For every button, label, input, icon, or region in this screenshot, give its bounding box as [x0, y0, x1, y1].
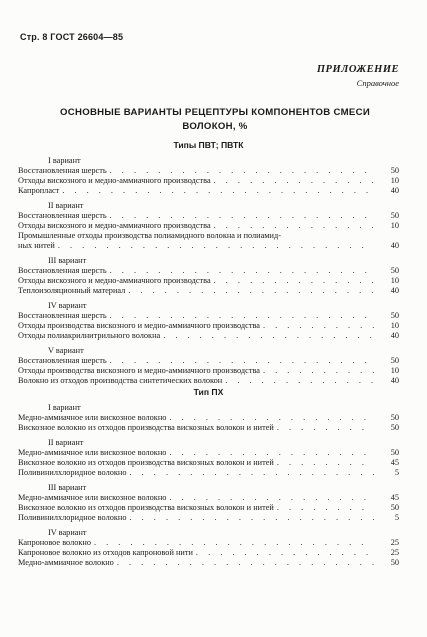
component-name: Вискозное волокно из отходов производства вискозных волокон и нитей — [18, 458, 274, 467]
variant-label: IV вариант — [48, 528, 87, 537]
dot-leader — [128, 286, 374, 296]
document-title: ОСНОВНЫЕ ВАРИАНТЫ РЕЦЕПТУРЫ КОМПОНЕНТОВ СМЕСИ ВОЛОКОН, % — [59, 107, 371, 132]
component-percent: 50 — [390, 266, 399, 275]
dot-leader — [62, 186, 374, 196]
dot-leader — [117, 558, 374, 568]
variant-label: V вариант — [48, 346, 84, 355]
recipe-content — [18, 139, 399, 568]
variant-label: II вариант — [48, 438, 84, 447]
component-row — [18, 311, 399, 321]
component-row — [18, 276, 399, 286]
dot-leader — [110, 166, 374, 176]
component-percent: 10 — [390, 276, 399, 285]
component-percent: 50 — [390, 413, 399, 422]
component-row — [18, 241, 399, 251]
component-percent: 50 — [390, 423, 399, 432]
component-name: Поливинилхлоридное волокно — [18, 513, 127, 522]
component-row — [18, 493, 399, 503]
component-name: Волокно из отходов производства синтетических волокон — [18, 376, 223, 385]
component-row — [18, 166, 399, 176]
variant-label: II вариант — [48, 201, 84, 210]
component-name: ных нитей — [18, 241, 55, 250]
component-row — [18, 211, 399, 221]
dot-leader — [263, 321, 374, 331]
component-percent: 40 — [390, 286, 399, 295]
component-row — [18, 413, 399, 423]
component-name: Капроновое волокно из отходов капроновой нити — [18, 548, 193, 557]
component-name: Теплоизоляционный материал — [18, 286, 126, 295]
dot-leader — [225, 376, 374, 386]
component-percent: 5 — [394, 468, 399, 477]
component-row — [18, 266, 399, 276]
component-percent: 50 — [390, 356, 399, 365]
component-row — [18, 356, 399, 366]
component-row — [18, 176, 399, 186]
component-row — [18, 286, 399, 296]
section-heading: Тип ПХ — [193, 387, 224, 397]
component-name: Промышленные отходы производства полиамидного волокна и полиамид- — [18, 231, 281, 240]
dot-leader — [169, 448, 374, 458]
component-row — [18, 221, 399, 231]
component-row — [18, 458, 399, 468]
component-row — [18, 548, 399, 558]
component-percent: 45 — [390, 493, 399, 502]
appendix-label — [317, 64, 399, 88]
variant-label: IV вариант — [48, 301, 87, 310]
dot-leader — [196, 548, 374, 558]
dot-leader — [110, 356, 374, 366]
component-name: Восстановленная шерсть — [18, 211, 107, 220]
component-percent: 10 — [390, 176, 399, 185]
appendix-subtitle: Справочное — [356, 78, 399, 88]
dot-leader — [110, 311, 374, 321]
dot-leader — [94, 538, 374, 548]
component-name: Отходы производства вискозного и медно-аммиачного производства — [18, 366, 260, 375]
component-name: Вискозное волокно из отходов производства вискозных волокон и нитей — [18, 503, 274, 512]
component-row — [18, 558, 399, 568]
variant-label: III вариант — [48, 256, 87, 265]
page-header: Стр. 8 ГОСТ 26604—85 — [20, 32, 124, 42]
component-name: Капропласт — [18, 186, 60, 195]
component-percent: 5 — [394, 513, 399, 522]
dot-leader — [263, 366, 374, 376]
component-row — [18, 321, 399, 331]
component-name: Медно-аммиачное или вискозное волокно — [18, 448, 167, 457]
dot-leader — [277, 503, 374, 513]
appendix-title: ПРИЛОЖЕНИЕ — [316, 64, 399, 75]
component-percent: 50 — [390, 166, 399, 175]
component-percent: 40 — [390, 376, 399, 385]
component-row — [18, 513, 399, 523]
dot-leader — [110, 211, 374, 221]
component-row — [18, 423, 399, 433]
component-percent: 40 — [390, 331, 399, 340]
component-name: Отходы вискозного и медно-аммиачного производства — [18, 221, 211, 230]
section-heading: Типы ПВТ; ПВТК — [173, 140, 244, 150]
component-row — [18, 448, 399, 458]
component-row — [18, 366, 399, 376]
dot-leader — [58, 241, 374, 251]
dot-leader — [110, 266, 374, 276]
component-percent: 50 — [390, 311, 399, 320]
dot-leader — [130, 513, 375, 523]
variant-label: I вариант — [48, 403, 81, 412]
component-name: Отходы вискозного и медно-аммиачного производства — [18, 276, 211, 285]
component-name: Вискозное волокно из отходов производства вискозных волокон и нитей — [18, 423, 274, 432]
dot-leader — [130, 468, 375, 478]
component-row — [18, 231, 399, 241]
component-row — [18, 538, 399, 548]
component-percent: 25 — [390, 538, 399, 547]
dot-leader — [277, 423, 374, 433]
dot-leader — [163, 331, 374, 341]
component-name: Отходы производства вискозного и медно-аммиачного производства — [18, 321, 260, 330]
dot-leader — [214, 176, 374, 186]
component-name: Восстановленная шерсть — [18, 356, 107, 365]
component-percent: 50 — [390, 503, 399, 512]
component-percent: 50 — [390, 448, 399, 457]
component-percent: 40 — [390, 241, 399, 250]
component-percent: 45 — [390, 458, 399, 467]
component-name: Отходы полиакрилнитрильного волокна — [18, 331, 161, 340]
component-name: Отходы вискозного и медно-аммиачного производства — [18, 176, 211, 185]
dot-leader — [169, 493, 374, 503]
component-percent: 50 — [390, 558, 399, 567]
component-row — [18, 331, 399, 341]
component-row — [18, 376, 399, 386]
component-name: Капроновое волокно — [18, 538, 91, 547]
component-percent: 40 — [390, 186, 399, 195]
component-percent: 10 — [390, 221, 399, 230]
dot-leader — [277, 458, 374, 468]
dot-leader — [169, 413, 374, 423]
component-row — [18, 186, 399, 196]
component-name: Восстановленная шерсть — [18, 166, 107, 175]
component-percent: 25 — [390, 548, 399, 557]
component-percent: 10 — [390, 321, 399, 330]
component-name: Медно-аммиачное волокно — [18, 558, 114, 567]
component-name: Медно-аммиачное или вискозное волокно — [18, 493, 167, 502]
dot-leader — [214, 276, 374, 286]
component-name: Поливинилхлоридное волокно — [18, 468, 127, 477]
dot-leader — [214, 221, 374, 231]
component-name: Восстановленная шерсть — [18, 266, 107, 275]
variant-label: III вариант — [48, 483, 87, 492]
component-percent: 10 — [390, 366, 399, 375]
component-row — [18, 503, 399, 513]
component-percent: 50 — [390, 211, 399, 220]
component-row — [18, 468, 399, 478]
component-name: Медно-аммиачное или вискозное волокно — [18, 413, 167, 422]
variant-label: I вариант — [48, 156, 81, 165]
component-name: Восстановленная шерсть — [18, 311, 107, 320]
